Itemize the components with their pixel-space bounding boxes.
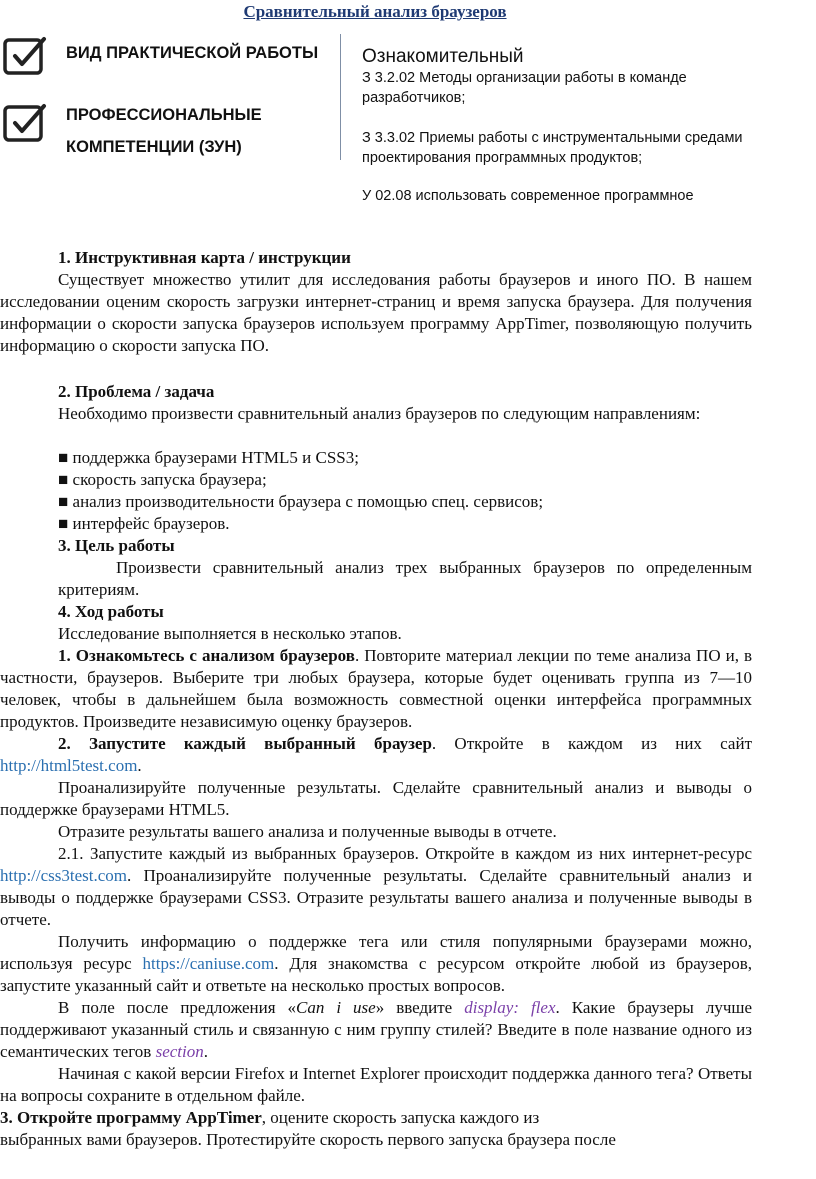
- punctuation: .: [203, 1042, 208, 1061]
- paragraph-step1: [0, 645, 752, 733]
- paragraph-text: Получить информацию о поддержке тега или стиля популярными браузерами можно, используя ресурс: [0, 932, 752, 973]
- step-title: 1. Ознакомьтесь с анализом браузеров: [58, 646, 355, 665]
- paragraph-text: . Проанализируйте полученные результаты. Сделайте сравнительный анализ и выводы о поддержке браузерами CSS3. Отразите результаты вашего анализа и полученные выводы в отчете.: [0, 866, 752, 929]
- competency-item: З 3.2.02 Методы организации работы в команде разработчиков;: [362, 70, 687, 106]
- paragraph-caniuse: [0, 931, 752, 997]
- list-item: ■ интерфейс браузеров.: [58, 514, 230, 533]
- work-type-label: ВИД ПРАКТИЧЕСКОЙ РАБОТЫ: [66, 44, 319, 62]
- paragraph: Произвести сравнительный анализ трех выбранных браузеров по определенным критериям.: [58, 558, 752, 599]
- section-heading: 3. Цель работы: [58, 536, 175, 555]
- can-i-use-text: Can i use: [296, 998, 376, 1017]
- paragraph: Проанализируйте полученные результаты. Сделайте сравнительный анализ и выводы о поддержке браузерами HTML5.: [0, 778, 752, 819]
- list-item: ■ анализ производительности браузера с помощью спец. сервисов;: [58, 492, 544, 511]
- competency-item: У 02.08 использовать современное программное: [362, 188, 694, 204]
- document-title: Сравнительный анализ браузеров: [243, 2, 507, 21]
- section-heading: 2. Проблема / задача: [58, 382, 215, 401]
- html5test-link[interactable]: http://html5test.com: [0, 756, 138, 775]
- section-heading: 4. Ход работы: [58, 602, 164, 621]
- competency-item: З 3.3.02 Приемы работы с инструментальными средами проектирования программных продуктов;: [362, 130, 743, 166]
- competencies-label-line2: КОМПЕТЕНЦИИ (ЗУН): [66, 138, 242, 156]
- paragraph: Начиная с какой версии Firefox и Internet Explorer происходит поддержка данного тега? Ответы на вопросы сохраните в отдельном файле.: [0, 1064, 752, 1105]
- step-text: , оцените скорость запуска каждого из выбранных вами браузеров. Протестируйте скорость первого запуска браузера после: [0, 1108, 616, 1149]
- step-title: 3. Откройте программу AppTimer: [0, 1108, 262, 1127]
- paragraph: Исследование выполняется в несколько этапов.: [58, 624, 402, 643]
- checkbox-checked-icon: [3, 103, 47, 143]
- paragraph-text: . Какие браузеры лучше поддерживают указанный стиль и связанную с ним группу стилей? Введите в поле название одного из семантических тегов: [0, 998, 753, 1061]
- section-tag-code: section: [155, 1042, 204, 1061]
- paragraph-text: 2.1. Запустите каждый из выбранных браузеров. Откройте в каждом из них интернет-ресурс: [58, 844, 752, 863]
- paragraph-field: [0, 997, 752, 1063]
- step-title: 2. Запустите каждый выбранный браузер: [58, 734, 432, 753]
- paragraph-text: » введите: [375, 998, 465, 1017]
- paragraph: Отразите результаты вашего анализа и полученные выводы в отчете.: [58, 822, 557, 841]
- paragraph-step2: [0, 733, 752, 777]
- punctuation: .: [137, 756, 142, 775]
- caniuse-link[interactable]: https://caniuse.com: [142, 954, 275, 973]
- step-text: . Откройте в каждом из них сайт: [431, 734, 752, 753]
- paragraph-text: . Для знакомства с ресурсом откройте любой из браузеров, запустите указанный сайт и ответьте на несколько простых вопросов.: [0, 954, 753, 995]
- paragraph-text: В поле после предложения «: [58, 998, 297, 1017]
- competencies-label-line1: ПРОФЕССИОНАЛЬНЫЕ: [66, 106, 262, 124]
- paragraph: Необходимо произвести сравнительный анализ браузеров по следующим направлениям:: [58, 404, 701, 423]
- header-divider: [340, 34, 341, 160]
- section-heading: 1. Инструктивная карта / инструкции: [58, 248, 351, 267]
- paragraph: Существует множество утилит для исследования работы браузеров и иного ПО. В нашем исследовании оценим скорость загрузки интернет-страниц и время запуска браузера. Для получения информации о скорости запуска браузеров используем программу AppTimer, позволяющую получить информацию о скорости запуска ПО.: [0, 270, 752, 355]
- paragraph-step21: [0, 843, 752, 931]
- work-type-value: Ознакомительный: [362, 46, 524, 66]
- css3test-link[interactable]: http://css3test.com: [0, 866, 128, 885]
- paragraph-step3: [0, 1107, 620, 1151]
- step-text: . Повторите материал лекции по теме анализа ПО и, в частности, браузеров. Выберите три любых браузера, которые будет оценивать группа из 7—10 человек, чтобы в дальнейшем была возможность совместной оценки интерфейса программных продуктов. Произведите независимую оценку браузеров.: [0, 646, 752, 731]
- display-flex-code: display: flex: [464, 998, 556, 1017]
- list-item: ■ скорость запуска браузера;: [58, 470, 267, 489]
- checkbox-checked-icon: [3, 36, 47, 76]
- list-item: ■ поддержка браузерами HTML5 и CSS3;: [58, 448, 359, 467]
